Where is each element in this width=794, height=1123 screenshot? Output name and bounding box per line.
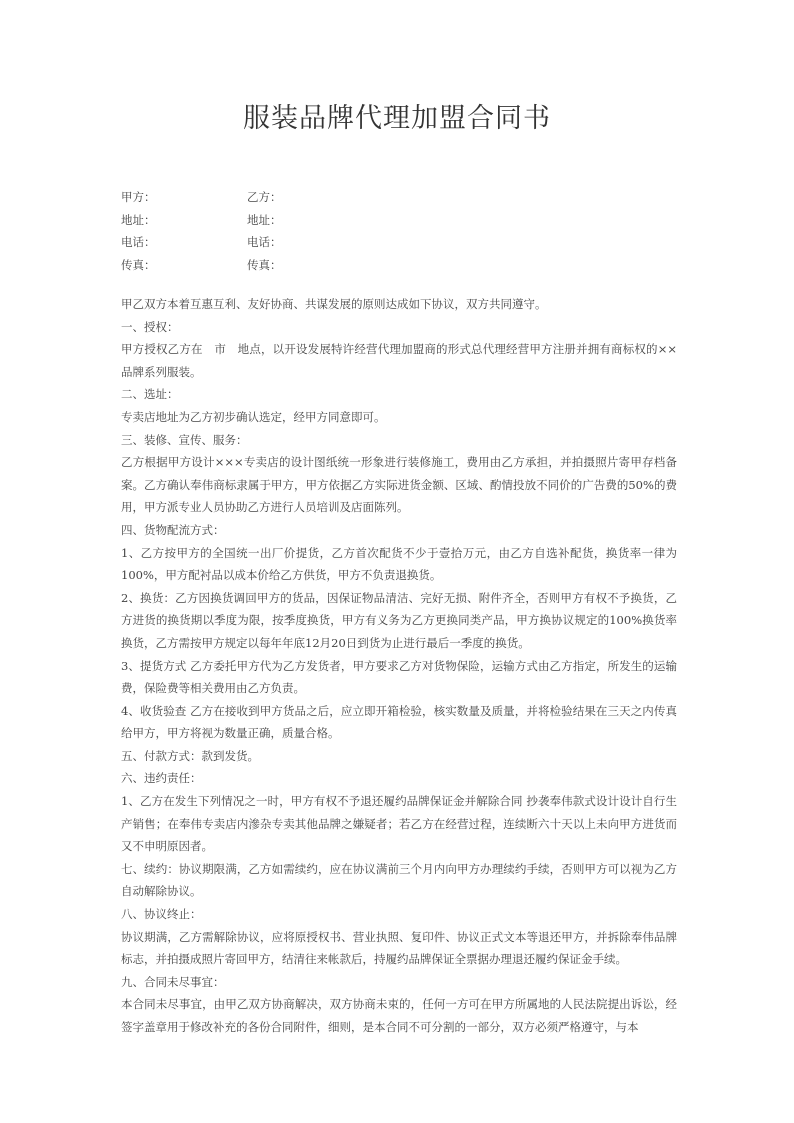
- section-heading-miscellaneous: 九、合同未尽事宜：: [121, 974, 225, 989]
- document-title: 服装品牌代理加盟合同书: [243, 103, 551, 134]
- contract-body: [121, 293, 677, 1039]
- decoration-paragraph: 乙方根据甲方设计×××专卖店的设计图纸统一形象进行装修施工，费用由乙方承担，并拍摄照片寄甲存档备案。乙方确认奉伟商标隶属于甲方，甲方依据乙方实际进货金额、区域、酌情投放不同价的广告费的50%的费用，甲方派专业人员协助乙方进行人员培训及店面陈列。: [121, 455, 677, 515]
- party-row-phone: [121, 231, 681, 254]
- miscellaneous-paragraph: 本合同未尽事宜，由甲乙双方协商解决，双方协商未束的，任何一方可在甲方所属地的人民法院提出诉讼，经签字盖章用于修改补充的各份合同附件，细则，是本合同不可分割的一部分，双方必须严格遵守，与本: [121, 997, 677, 1034]
- parties-block: [121, 186, 681, 276]
- section-heading-distribution: 四、货物配流方式：: [121, 522, 225, 537]
- renewal-paragraph: 七、续约：协议期限满，乙方如需续约，应在协议满前三个月内向甲方办理续约手续，否则甲方可以视为乙方自动解除协议。: [121, 861, 677, 899]
- distribution-clause-4: 4、收货验查 乙方在接收到甲方货品之后，应立即开箱检验，核实数量及质量，并将检验结果在三天之内传真给甲方，甲方将视为数量正确，质量合格。: [121, 703, 677, 741]
- party-row-address: [121, 209, 681, 232]
- party-b-address-label: 地址：: [247, 212, 282, 227]
- party-b-fax-label: 传真：: [247, 257, 282, 272]
- section-heading-liability: 六、违约责任：: [121, 771, 202, 786]
- party-a-address-label: 地址：: [121, 212, 156, 227]
- party-a-phone-label: 电话：: [121, 235, 156, 250]
- section-heading-site: 二、选址：: [121, 387, 179, 402]
- party-row-name: [121, 186, 681, 209]
- section-heading-payment: 五、付款方式：款到发货。: [121, 748, 259, 763]
- party-a-fax-label: 传真：: [121, 257, 156, 272]
- party-row-fax: [121, 254, 681, 277]
- authorization-paragraph: 甲方授权乙方在 市 地点，以开设发展特许经营代理加盟商的形式总代理经营甲方注册并拥有商标权的××品牌系列服装。: [121, 342, 677, 379]
- liability-clause-1: 1、乙方在发生下列情况之一时，甲方有权不予退还履约品牌保证金并解除合同 抄袭奉伟款式设计设计自行生产销售；在奉伟专卖店内滲杂专卖其他品牌之嫌疑者；若乙方在经营过程，连续断六十天以上未向甲方进货而又不申明原因者。: [121, 794, 677, 854]
- party-b-phone-label: 电话：: [247, 235, 282, 250]
- section-heading-authorization: 一、授权：: [121, 319, 179, 334]
- party-b-name-label: 乙方：: [247, 190, 282, 204]
- party-a-name-label: 甲方：: [121, 190, 156, 204]
- site-paragraph: 专卖店地址为乙方初步确认选定，经甲方同意即可。: [121, 409, 386, 424]
- section-heading-termination: 八、协议终止：: [121, 907, 202, 922]
- intro-paragraph: 甲乙双方本着互惠互利、友好协商、共谋发展的原则达成如下协议，双方共同遵守。: [121, 297, 547, 311]
- distribution-clause-3: 3、提货方式 乙方委托甲方代为乙方发货者，甲方要求乙方对货物保险，运输方式由乙方指定，所发生的运输费，保险费等相关费用由乙方负责。: [121, 658, 677, 696]
- section-heading-decoration: 三、装修、宣传、服务：: [121, 432, 248, 447]
- termination-paragraph: 协议期满，乙方需解除协议，应将原授权书、营业执照、复印件、协议正式文本等退还甲方，并拆除奉伟品牌标志，并拍摄成照片寄回甲方，结清往来帐款后，持履约品牌保证全票据办理退还履约保证金手续。: [121, 929, 677, 967]
- distribution-clause-2: 2、换货：乙方因换货调回甲方的货品，因保证物品清洁、完好无损、附件齐全，否则甲方有权不予换货，乙方进货的换货期以季度为限，按季度换货，甲方有义务为乙方更换同类产品，甲方换协议规定的100%换货率换货，乙方需按甲方规定以每年年底12月20日到货为止进行最后一季度的换货。: [121, 590, 677, 650]
- distribution-clause-1: 1、乙方按甲方的全国统一出厂价提货，乙方首次配货不少于壹拾万元，由乙方自选补配货，换货率一律为100%，甲方配衬品以成本价给乙方供货，甲方不负责退换货。: [121, 545, 677, 583]
